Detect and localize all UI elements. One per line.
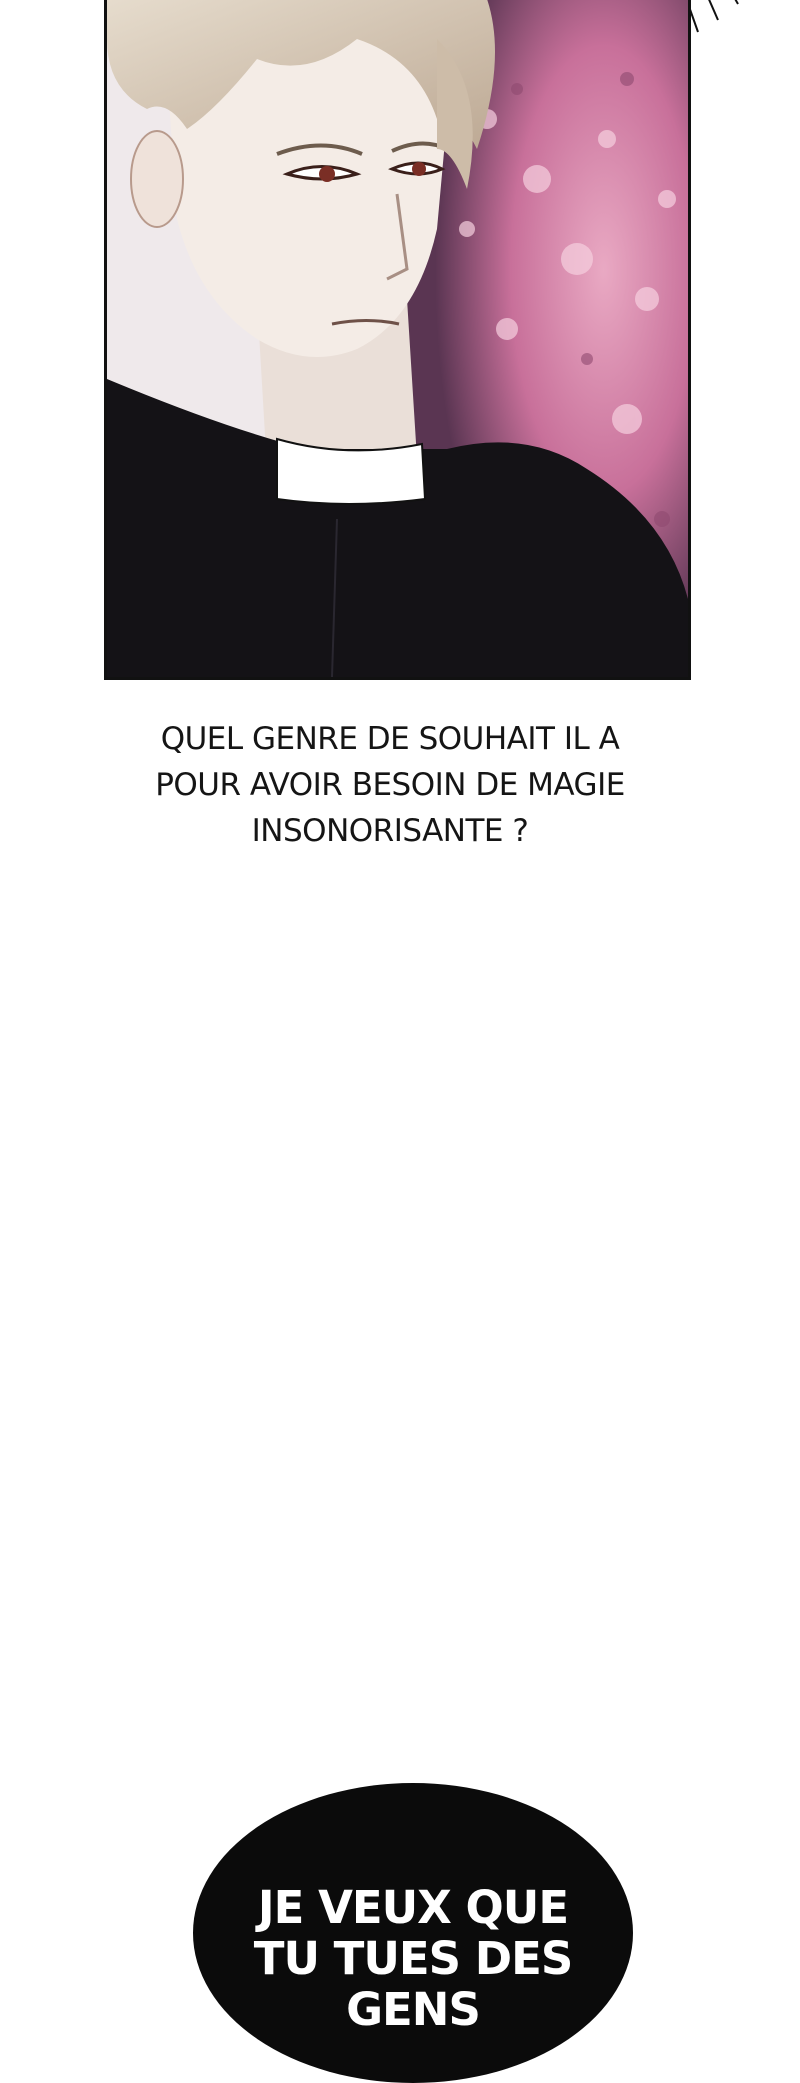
narration-line: POUR AVOIR BESOIN DE MAGIE [155,767,625,803]
character-panel [104,0,691,680]
right-eye [412,162,426,176]
priest-illustration [107,0,688,677]
speech-line: JE VEUX QUE [257,1881,569,1934]
speech-bubble-text [193,1882,633,2035]
speech-line: GENS [346,1983,480,2036]
narration-caption [90,716,690,854]
narration-line: INSONORISANTE ? [251,813,529,849]
narration-line: QUEL GENRE DE SOUHAIT IL A [160,721,620,757]
left-eye [319,166,335,182]
speech-line: TU TUES DES [253,1932,573,1985]
